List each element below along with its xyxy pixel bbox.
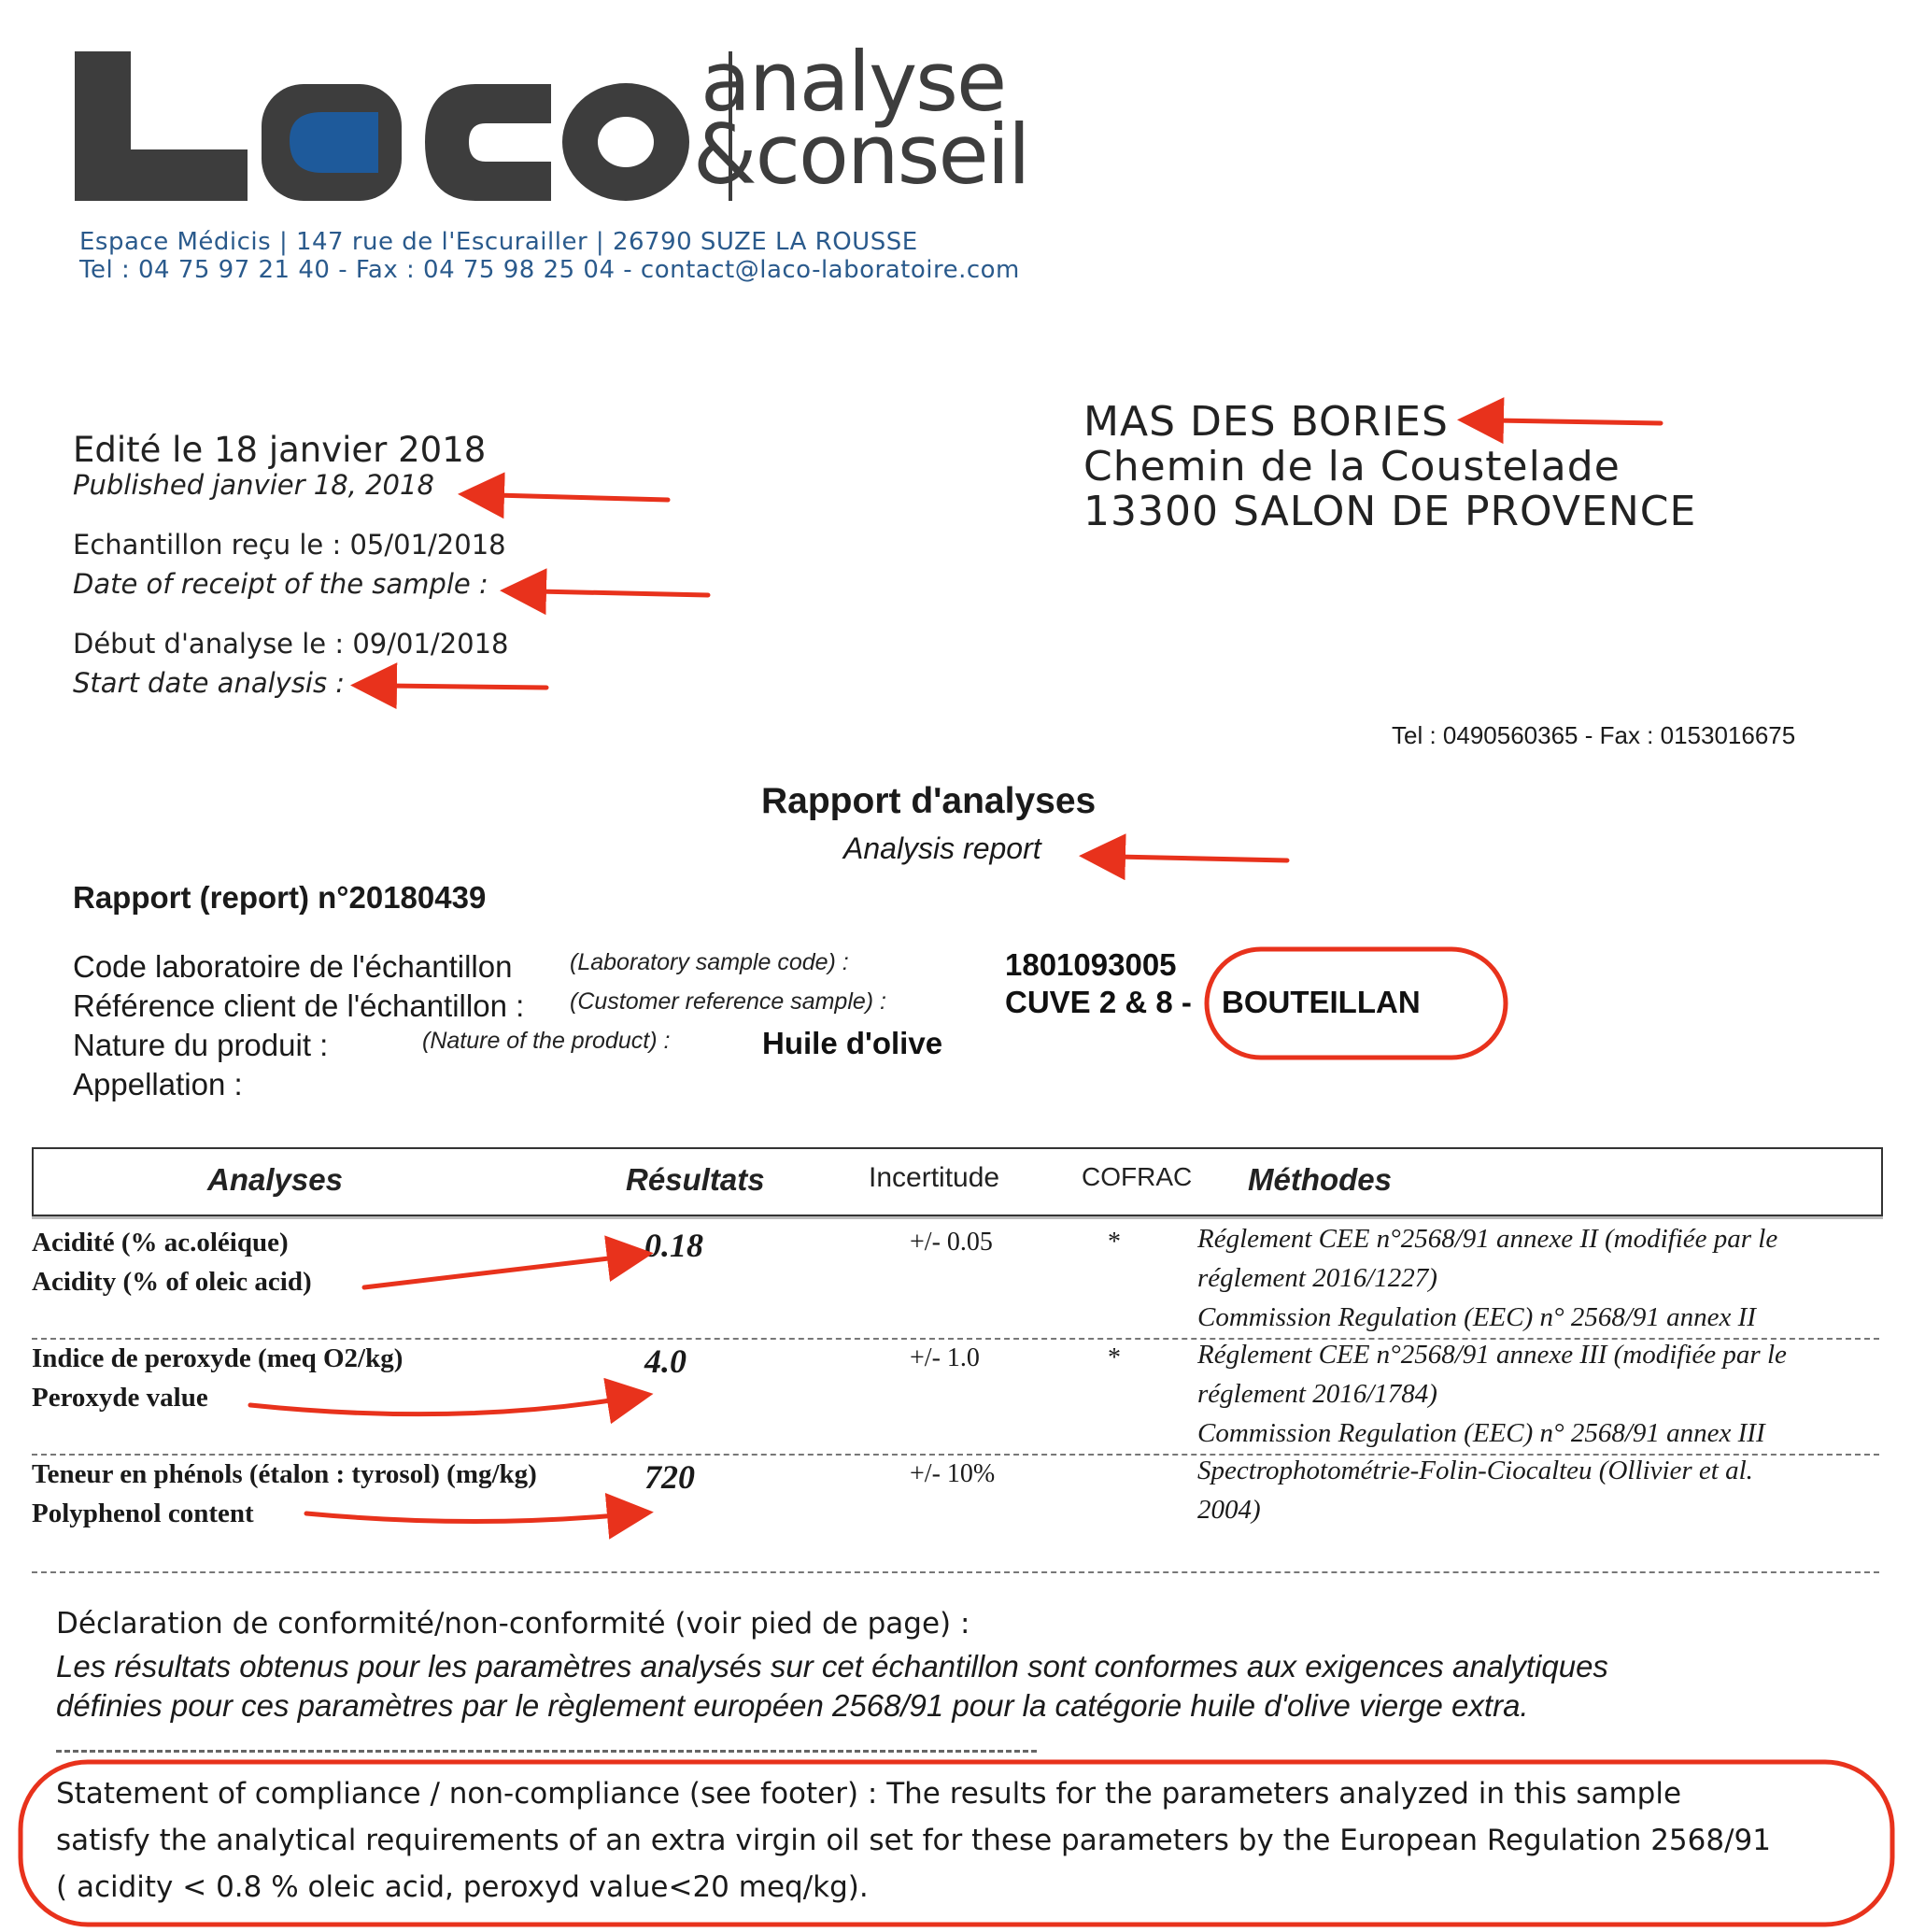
start-date: Début d'analyse le : 09/01/2018 [73,628,509,660]
lab-address-line-1: Espace Médicis | 147 rue de l'Escurailler | 26790 SUZE LA ROUSSE [79,228,918,256]
report-title: Rapport d'analyses [761,781,1097,821]
report-subtitle: Analysis report [843,831,1041,865]
arrow-polyphenol [306,1513,616,1522]
client-phone-fax: Tel : 0490560365 - Fax : 0153016675 [1392,721,1796,749]
row-uncertainty: +/- 0.05 [910,1228,993,1257]
laco-logo [65,34,1102,215]
arrow-analysis-report [1116,857,1287,860]
client-name: MAS DES BORIES [1083,398,1449,446]
arrow-start-date [388,686,546,688]
declaration-line-1: Les résultats obtenus pour les paramètres analysés sur cet échantillon sont conformes aux exigences analytiques [56,1649,1608,1683]
declaration-divider [56,1750,1037,1753]
header-results: Résultats [626,1162,765,1197]
client-city: 13300 SALON DE PROVENCE [1083,488,1697,535]
logo-tagline-2: &conseil [693,107,1029,203]
row-method-2: 2004) [1197,1495,1261,1525]
arrow-receipt [537,591,708,595]
row-method-3: Commission Regulation (EEC) n° 2568/91 annex II [1197,1302,1756,1332]
arrow-client-name [1494,420,1661,423]
client-ref-label: Référence client de l'échantillon : [73,988,525,1023]
arrow-published [495,495,668,500]
statement-line-3: ( acidity < 0.8 % oleic acid, peroxyd value<20 meq/kg). [56,1870,869,1904]
row-result: 0.18 [644,1227,703,1264]
lab-code-sublabel: (Laboratory sample code) : [570,949,849,975]
row-label-en: Peroxyde value [32,1383,208,1413]
statement-line-2: satisfy the analytical requirements of an extra virgin oil set for these parameters by the European Regulation 2568/91 [56,1824,1771,1857]
client-ref-sublabel: (Customer reference sample) : [570,988,887,1015]
header-uncertainty: Incertitude [869,1162,1000,1193]
row-method-3: Commission Regulation (EEC) n° 2568/91 annex III [1197,1418,1765,1448]
row-uncertainty: +/- 1.0 [910,1343,980,1372]
nature-sublabel: (Nature of the product) : [422,1028,671,1054]
header-cofrac: COFRAC [1082,1162,1193,1191]
lab-code-label: Code laboratoire de l'échantillon [73,949,513,984]
edited-date: Edité le 18 janvier 2018 [73,430,487,470]
row-result: 4.0 [644,1342,687,1380]
statement-line-1: Statement of compliance / non-compliance (see footer) : The results for the parameters analyzed in this sample [56,1777,1682,1811]
row-result: 720 [644,1458,695,1496]
row-uncertainty: +/- 10% [910,1459,996,1488]
client-ref-variety: BOUTEILLAN [1222,985,1421,1019]
row-label-en: Acidity (% of oleic acid) [32,1267,312,1297]
header-analyses: Analyses [207,1162,343,1197]
published-date: Published janvier 18, 2018 [73,469,434,501]
row-cofrac: * [1108,1343,1121,1372]
row-label-fr: Indice de peroxyde (meq O2/kg) [32,1343,403,1373]
row-method-2: réglement 2016/1784) [1197,1379,1437,1409]
declaration-heading: Déclaration de conformité/non-conformité (voir pied de page) : [56,1607,970,1641]
logo-tagline-1: analyse [701,34,1006,130]
arrow-peroxide [250,1399,616,1414]
client-street: Chemin de la Coustelade [1083,443,1621,490]
row-label-fr: Acidité (% ac.oléique) [32,1228,289,1257]
start-date-en: Start date analysis : [73,667,346,699]
row-method-1: Spectrophotométrie-Folin-Ciocalteu (Ollivier et al. [1197,1456,1753,1485]
declaration-line-2: définies pour ces paramètres par le règlement européen 2568/91 pour la catégorie huile d'olive vierge extra. [56,1688,1529,1723]
row-label-fr: Teneur en phénols (étalon : tyrosol) (mg/kg) [32,1459,537,1489]
received-date: Echantillon reçu le : 05/01/2018 [73,529,506,561]
arrow-acidity [364,1257,616,1287]
row-method-2: réglement 2016/1227) [1197,1263,1437,1293]
report-number: Rapport (report) n°20180439 [73,880,487,915]
received-date-en: Date of receipt of the sample : [73,568,488,600]
lab-code-value: 1801093005 [1005,947,1177,982]
client-ref-value: CUVE 2 & 8 - [1005,985,1192,1019]
lab-address-line-2: Tel : 04 75 97 21 40 - Fax : 04 75 98 25 04 - contact@laco-laboratoire.com [79,256,1020,284]
row-cofrac: * [1108,1228,1121,1257]
row-label-en: Polyphenol content [32,1499,254,1528]
appellation-label: Appellation : [73,1067,243,1101]
nature-value: Huile d'olive [762,1026,943,1060]
nature-label: Nature du produit : [73,1028,329,1062]
table-bottom-divider [32,1571,1879,1573]
header-methods: Méthodes [1248,1162,1393,1197]
row-method-1: Réglement CEE n°2568/91 annexe II (modifiée par le [1197,1224,1778,1254]
row-method-1: Réglement CEE n°2568/91 annexe III (modifiée par le [1197,1340,1787,1370]
